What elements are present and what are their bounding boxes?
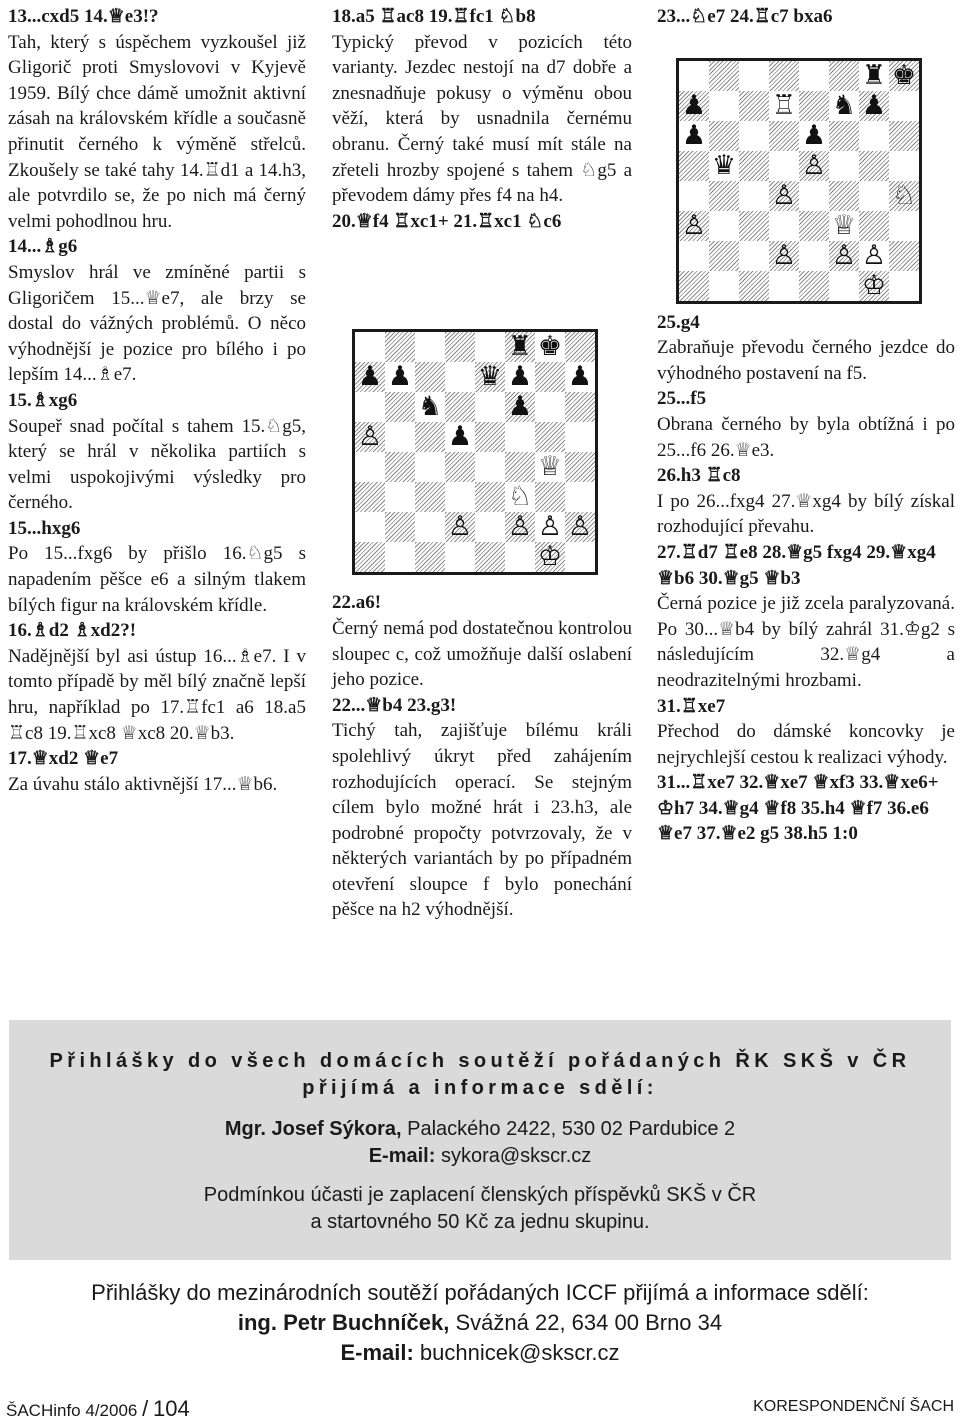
box1-address: Palackého 2422, 530 02 Pardubice 2: [407, 1118, 736, 1140]
board-square: [385, 482, 415, 512]
board-square: [475, 362, 505, 392]
board-square: [445, 392, 475, 422]
board-square: [859, 211, 889, 241]
board-square: [709, 211, 739, 241]
column-2-top-text: [332, 4, 632, 234]
board-square: [535, 422, 565, 452]
board-square: [709, 151, 739, 181]
board-square: [505, 332, 535, 362]
board-square: [739, 271, 769, 301]
board-square: [475, 422, 505, 452]
black-knight-icon: ♞: [417, 391, 443, 422]
board-square: [355, 482, 385, 512]
commentary-paragraph: Tah, který s úspěchem vyzkoušel již Gligorič proti Smyslovovi v Kyjevě 1959. Bílý chce dámě umožnit aktivní zásah na královském křídle a současně přinutit černého k výměně střelců. Zkoušely se také tahy 14.♖d1 a 14.h3, ale potvrdilo se, že po nich má černý velmi pohodlnou hru.: [8, 31, 306, 232]
board-square: [679, 241, 709, 271]
board-square: [565, 332, 595, 362]
black-pawn-icon: ♟: [357, 361, 383, 392]
board-square: [799, 241, 829, 271]
board-square: [679, 91, 709, 121]
board-square: [415, 482, 445, 512]
board-square: [859, 241, 889, 271]
board-square: [769, 61, 799, 91]
board-square: [505, 422, 535, 452]
move-line: 22...♕b4 23.g3!: [332, 694, 457, 716]
board-square: [385, 332, 415, 362]
white-pawn-icon: ♙: [771, 180, 797, 211]
board-square: [565, 422, 595, 452]
move-line: 26.h3 ♖c8: [657, 465, 741, 487]
board-square: [355, 332, 385, 362]
board-square: [535, 392, 565, 422]
chess-diagram-2: [676, 58, 922, 304]
box2-email-label: E-mail:: [340, 1340, 414, 1365]
board-square: [565, 512, 595, 542]
column-2-bottom-text: [332, 590, 632, 923]
black-pawn-icon: ♟: [507, 361, 533, 392]
board-square: [385, 392, 415, 422]
board-square: [505, 482, 535, 512]
board-square: [385, 542, 415, 572]
board-square: [679, 121, 709, 151]
white-pawn-icon: ♙: [447, 511, 473, 542]
board-square: [415, 392, 445, 422]
board-square: [679, 211, 709, 241]
board-square: [445, 362, 475, 392]
commentary-paragraph: Černý nemá pod dostatečnou kontrolou sloupec c, což umožňuje další oslabení jeho pozice.: [332, 617, 632, 691]
board-square: [679, 181, 709, 211]
board-square: [475, 482, 505, 512]
box1-email[interactable]: sykora@skscr.cz: [440, 1145, 592, 1167]
white-rook-icon: ♖: [771, 90, 797, 121]
board-square: [679, 61, 709, 91]
page-footer: [6, 1394, 954, 1420]
column-3-bottom-text: [657, 310, 955, 847]
board-square: [739, 121, 769, 151]
white-pawn-icon: ♙: [357, 421, 383, 452]
board-square: [445, 452, 475, 482]
board-square: [889, 121, 919, 151]
move-line: 27.♖d7 ♖e8 28.♕g5 fxg4 29.♕xg4 ♕b6 30.♕g5 ♕b3: [657, 541, 936, 589]
box1-email-line: [9, 1143, 951, 1170]
black-pawn-icon: ♟: [507, 391, 533, 422]
white-pawn-icon: ♙: [507, 511, 533, 542]
move-line: 14...♗g6: [8, 236, 78, 258]
board-square: [535, 332, 565, 362]
black-queen-icon: ♛: [711, 150, 737, 181]
board-square: [769, 241, 799, 271]
box2-contact: [9, 1308, 951, 1338]
board-square: [859, 151, 889, 181]
box1-name: Mgr. Josef Sýkora,: [224, 1118, 402, 1140]
box1-heading-line1: Přihlášky do všech domácích soutěží pořádaných ŘK SKŠ v ČR: [49, 1050, 911, 1072]
move-line: 25...f5: [657, 388, 707, 410]
board-square: [355, 452, 385, 482]
board-square: [769, 271, 799, 301]
board-square: [769, 121, 799, 151]
box1-note-line2: a startovného 50 Kč za jednu skupinu.: [310, 1211, 650, 1233]
board-square: [355, 542, 385, 572]
board-square: [565, 482, 595, 512]
board-square: [505, 452, 535, 482]
commentary-paragraph: I po 26...fxg4 27.♕xg4 by bílý získal rozhodující převahu.: [657, 490, 955, 538]
black-pawn-icon: ♟: [567, 361, 593, 392]
board-square: [739, 151, 769, 181]
board-square: [475, 392, 505, 422]
move-line: 15...hxg6: [8, 517, 81, 539]
board-square: [799, 211, 829, 241]
move-line: 17.♕xd2 ♕e7: [8, 748, 119, 770]
black-pawn-icon: ♟: [387, 361, 413, 392]
board-square: [535, 542, 565, 572]
board-square: [709, 61, 739, 91]
board-square: [445, 422, 475, 452]
commentary-paragraph: Za úvahu stálo aktivnější 17...♕b6.: [8, 773, 278, 795]
box2-email[interactable]: buchnicek@skscr.cz: [419, 1340, 620, 1365]
board-square: [889, 151, 919, 181]
board-square: [475, 452, 505, 482]
board-square: [829, 181, 859, 211]
column-1: [8, 4, 306, 797]
move-line: 15.♗xg6: [8, 389, 78, 411]
box2-email-line: [9, 1338, 951, 1368]
domestic-entries-box: [9, 1020, 951, 1260]
commentary-paragraph: Smyslov hrál ve zmíněné partii s Gligoričem 15...♕e7, ale brzy se dostal do vážných problémů. O něco výhodnější je pozice pro bílého i po lepším 14...♗e7.: [8, 261, 306, 386]
board-square: [859, 121, 889, 151]
box1-contact: [9, 1116, 951, 1143]
black-pawn-icon: ♟: [447, 421, 473, 452]
white-pawn-icon: ♙: [771, 240, 797, 271]
board-square: [739, 181, 769, 211]
commentary-paragraph: Po 15...fxg6 by přišlo 16.♘g5 s napadením pěšce e6 a silným tlakem bílých figur na královském křídle.: [8, 543, 306, 616]
board-square: [859, 61, 889, 91]
board-square: [355, 362, 385, 392]
board-square: [505, 512, 535, 542]
board-square: [355, 392, 385, 422]
white-pawn-icon: ♙: [537, 511, 563, 542]
board-square: [799, 271, 829, 301]
box2-name: ing. Petr Buchníček,: [237, 1310, 450, 1335]
board-square: [355, 512, 385, 542]
white-king-icon: ♔: [537, 541, 563, 572]
iccf-entries-box: [9, 1270, 951, 1382]
white-pawn-icon: ♙: [801, 150, 827, 181]
board-square: [475, 512, 505, 542]
board-square: [565, 452, 595, 482]
board-square: [415, 422, 445, 452]
board-square: [889, 61, 919, 91]
board-square: [829, 61, 859, 91]
chess-diagram-1: [352, 329, 598, 575]
black-pawn-icon: ♟: [681, 90, 707, 121]
move-line: 31...♖xe7 32.♕xe7 ♕xf3 33.♕xe6+ ♔h7 34.♕g4 ♕f8 35.h4 ♕f7 36.e6 ♕e7 37.♕e2 g5 38.h5 1:0: [657, 772, 939, 845]
black-pawn-icon: ♟: [861, 90, 887, 121]
board-square: [829, 211, 859, 241]
board-square: [769, 151, 799, 181]
board-square: [415, 362, 445, 392]
board-square: [739, 241, 769, 271]
board-square: [859, 181, 889, 211]
black-pawn-icon: ♟: [801, 120, 827, 151]
board-square: [505, 392, 535, 422]
magazine-issue: ŠACHinfo 4/2006: [6, 1401, 138, 1420]
board-square: [355, 422, 385, 452]
board-square: [679, 271, 709, 301]
white-queen-icon: ♕: [537, 451, 563, 482]
move-line: 25.g4: [657, 311, 700, 333]
commentary-paragraph: Zabraňuje převodu černého jezdce do výhodného postavení na f5.: [657, 337, 955, 384]
board-square: [799, 181, 829, 211]
board-square: [505, 362, 535, 392]
commentary-paragraph: Tichý tah, zajišťuje bílému králi spolehlivý úkryt před zahájením rozhodujících operací. Se stejným cílem bylo možné hrát i 23.h3, ale podrobné propočty potvrzovaly, že v některých variantách by po případném otevření sloupce f bylo ponechání pěšce na h2 výhodnější.: [332, 720, 632, 921]
board-square: [415, 452, 445, 482]
black-queen-icon: ♛: [477, 361, 503, 392]
board-square: [859, 91, 889, 121]
board-square: [889, 271, 919, 301]
board-square: [889, 211, 919, 241]
board-square: [445, 482, 475, 512]
black-knight-icon: ♞: [831, 90, 857, 121]
board-square: [565, 392, 595, 422]
board-square: [829, 151, 859, 181]
section-name: KORESPONDENČNÍ ŠACH: [753, 1398, 954, 1415]
move-line: 20.♕f4 ♖xc1+ 21.♖xc1 ♘c6: [332, 210, 562, 232]
board-square: [889, 91, 919, 121]
board-square: [415, 332, 445, 362]
board-square: [739, 61, 769, 91]
footer-left: [6, 1396, 190, 1422]
black-rook-icon: ♜: [861, 60, 887, 91]
box1-email-label: E-mail:: [368, 1145, 436, 1167]
board-square: [385, 362, 415, 392]
box2-address: Svážná 22, 634 00 Brno 34: [455, 1310, 723, 1335]
move-line: 31.♖xe7: [657, 695, 726, 717]
board-square: [769, 91, 799, 121]
black-pawn-icon: ♟: [681, 120, 707, 151]
board-square: [709, 91, 739, 121]
board-square: [535, 482, 565, 512]
board-square: [415, 542, 445, 572]
board-square: [505, 542, 535, 572]
move-line: 13...cxd5 14.♕e3!?: [8, 6, 159, 27]
board-square: [565, 542, 595, 572]
commentary-paragraph: Typický převod v pozicích této varianty. Jezdec nestojí na d7 dobře a znesnadňuje pokusy o výměnu obou věží, která by usnadnila černému obranu. Černý také musí mít stále na zřeteli hrozby spojené s tahem ♘g5 a převodem dámy přes f4 na h4.: [332, 31, 632, 207]
board-square: [829, 241, 859, 271]
board-square: [739, 211, 769, 241]
board-square: [385, 512, 415, 542]
move-line: 22.a6!: [332, 592, 382, 614]
move-line: 18.a5 ♖ac8 19.♖fc1 ♘b8: [332, 6, 536, 27]
board-square: [889, 241, 919, 271]
box1-heading-line2: přijímá a informace sdělí:: [302, 1077, 658, 1099]
commentary-paragraph: Přechod do dámské koncovky je nejrychlejší cestou k realizaci výhody.: [657, 721, 955, 768]
board-square: [475, 332, 505, 362]
board-square: [535, 452, 565, 482]
board-square: [799, 121, 829, 151]
black-king-icon: ♚: [537, 331, 563, 362]
commentary-paragraph: Soupeř snad počítal s tahem 15.♘g5, který se hrál v několika partiích s velmi uspokojivými výsledky pro černého.: [8, 415, 306, 514]
board-square: [475, 542, 505, 572]
board-square: [709, 121, 739, 151]
white-queen-icon: ♕: [831, 210, 857, 241]
board-square: [859, 271, 889, 301]
board-square: [769, 181, 799, 211]
board-square: [535, 512, 565, 542]
board-square: [799, 151, 829, 181]
move-line: 23...♘e7 24.♖c7 bxa6: [657, 6, 833, 27]
board-square: [829, 271, 859, 301]
board-square: [769, 211, 799, 241]
board-square: [709, 241, 739, 271]
box1-note-line1: Podmínkou účasti je zaplacení členských příspěvků SKŠ v ČR: [203, 1184, 757, 1206]
board-square: [565, 362, 595, 392]
box2-line1: Přihlášky do mezinárodních soutěží pořádaných ICCF přijímá a informace sdělí:: [91, 1280, 869, 1305]
commentary-paragraph: Černá pozice je již zcela paralyzovaná. Po 30...♕b4 by bílý zahrál 31.♔g2 s následujícím 32.♕g4 a neodrazitelnými hrozbami.: [657, 593, 955, 691]
board-square: [709, 271, 739, 301]
board-square: [535, 362, 565, 392]
white-pawn-icon: ♙: [831, 240, 857, 271]
move-line: 16.♗d2 ♗xd2?!: [8, 620, 137, 642]
page-number: 104: [152, 1396, 190, 1421]
board-square: [445, 542, 475, 572]
board-square: [739, 91, 769, 121]
board-square: [709, 181, 739, 211]
black-king-icon: ♚: [891, 60, 917, 91]
white-knight-icon: ♘: [507, 481, 533, 512]
commentary-paragraph: Obrana černého by byla obtížná i po 25...f6 26.♕e3.: [657, 413, 955, 461]
board-square: [889, 181, 919, 211]
board-square: [679, 151, 709, 181]
board-square: [799, 91, 829, 121]
board-square: [385, 452, 415, 482]
board-square: [445, 332, 475, 362]
board-square: [385, 422, 415, 452]
commentary-paragraph: Nadějnější byl asi ústup 16...♗e7. I v tomto případě by měl bílý značně lepší hru, například po 17.♖fc1 a6 18.a5 ♖c8 19.♖xc8 ♕xc8 20.♕b3.: [8, 645, 306, 744]
footer-separator: /: [142, 1396, 149, 1421]
white-king-icon: ♔: [861, 270, 887, 301]
white-pawn-icon: ♙: [567, 511, 593, 542]
board-square: [799, 61, 829, 91]
white-pawn-icon: ♙: [861, 240, 887, 271]
board-square: [445, 512, 475, 542]
board-square: [829, 91, 859, 121]
column-3-top-text: [657, 4, 955, 30]
white-knight-icon: ♘: [891, 180, 917, 211]
white-pawn-icon: ♙: [681, 210, 707, 241]
black-rook-icon: ♜: [507, 331, 533, 362]
board-square: [829, 121, 859, 151]
board-square: [415, 512, 445, 542]
